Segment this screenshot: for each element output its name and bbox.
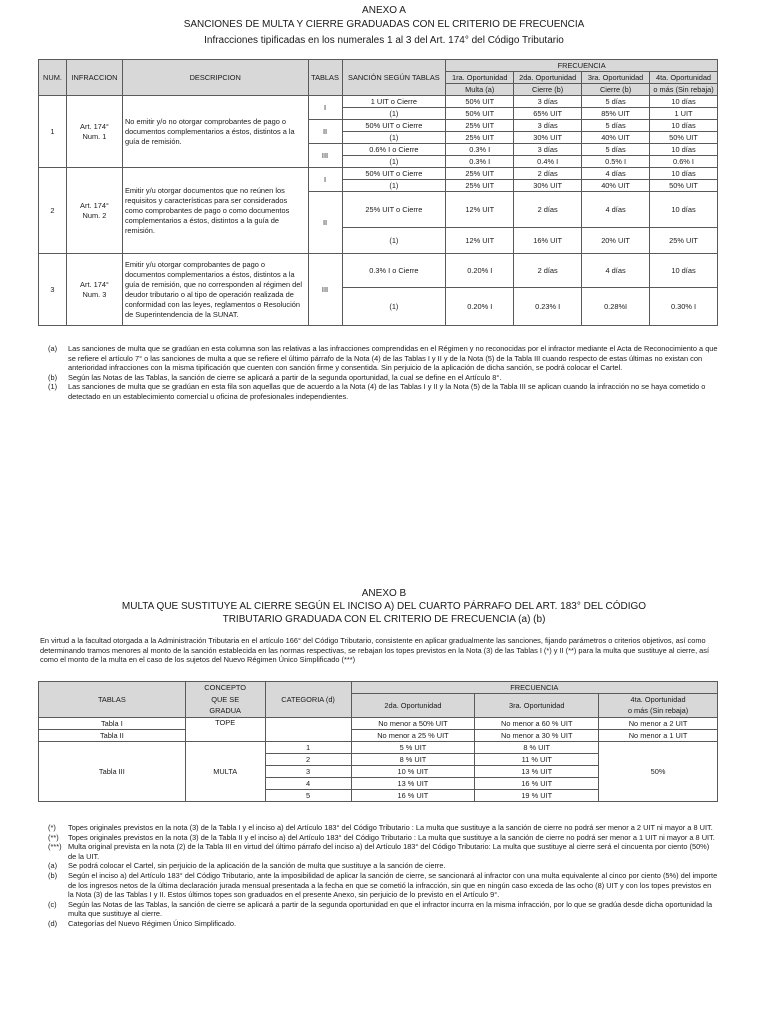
cell: 3 días [514,120,582,132]
cell: 12% UIT [446,228,514,254]
annex-b-table [38,681,718,802]
b-row-categoria: 3 [265,766,351,778]
b-header-concepto-1: CONCEPTO [185,682,265,694]
cell: 16% UIT [514,228,582,254]
cell: 0.3% I [446,156,514,168]
cell: 25% UIT [446,168,514,180]
cell: No menor a 50% UIT [351,718,475,730]
row-sancion: 1 UIT o Cierre [342,96,446,108]
cell: 4 días [582,168,650,180]
b-header-frecuencia: FRECUENCIA [351,682,717,694]
b-header-concepto-3: GRADUA [185,706,265,718]
cell: 2 días [514,254,582,288]
b-row-op4: 50% [599,742,718,802]
b-row-tabla: Tabla I [39,718,186,730]
cell: 0.5% I [582,156,650,168]
row-sancion: (1) [342,288,446,326]
cell: 30% UIT [514,180,582,192]
cell: 50% UIT [446,108,514,120]
annex-b-title-2: TRIBUTARIO GRADUADA CON EL CRITERIO DE FRECUENCIA (a) (b) [222,614,546,625]
header-frecuencia: FRECUENCIA [446,60,718,72]
row-sancion: 50% UIT o Cierre [342,168,446,180]
row-sancion: (1) [342,228,446,254]
row-descripcion: Emitir y/u otorgar documentos que no reúnen los requisitos y características para ser considerados como comprobantes de pago o como documentos complementarios a éstos, distintos a la guía de remisión. [122,168,308,254]
row-sancion: 50% UIT o Cierre [342,120,446,132]
note-item: (a) Se podrá colocar el Cartel, sin perjuicio de la aplicación de la sanción de multa que sustituye a la sanción de cierre. [48,861,446,871]
cell: 0.30% I [650,288,718,326]
row-sancion: (1) [342,108,446,120]
table-row [39,168,718,180]
b-row-tabla: Tabla II [39,730,186,742]
b-row-categoria-empty [265,718,351,742]
cell: 25% UIT [650,228,718,254]
row-tabla: III [308,144,342,168]
cell: 10 días [650,192,718,228]
cell: 5 días [582,120,650,132]
table-row [39,730,718,742]
cell: 40% UIT [582,180,650,192]
header-num: NUM. [39,60,67,96]
note-item: (b) Según las Notas de las Tablas, la sanción de cierre se aplicará a partir de la segunda oportunidad, la cual se deﬁne en el Artículo 8°. [48,372,502,382]
cell: 25% UIT [446,120,514,132]
cell: 25% UIT [446,180,514,192]
row-tabla: III [308,254,342,326]
note-item: (b) Según el inciso a) del Artículo 183° del Código Tributario, ante la imposibilidad de aplicar la sanción de cierre, se sancionará al infractor con una multa equivalente al cinco por ciento (5%) del importe de los ingresos netos de la última declaración jurada mensual presentada a la fecha en que se cometió la infracción, sin que en ningún caso exceda de las ocho (8) UIT y con los topes previstos en la Nota (3) de las Tablas I y II. Estos últimos topes son graduados en el presente Anexo, sin perjuicio de lo previsto en el Artículo 9°. [48,870,718,900]
cell: No menor a 2 UIT [599,718,718,730]
row-descripcion: No emitir y/o no otorgar comprobantes de pago o documentos complementarios a éstos, distintos a la guía de remisión. [122,96,308,168]
b-header-op3: 3ra. Oportunidad [475,694,599,718]
row-tabla: II [308,192,342,254]
row-sancion: (1) [342,180,446,192]
annex-a-table [38,59,718,326]
b-header-categoria: CATEGORIA (d) [265,682,351,718]
b-row-concepto: MULTA [185,742,265,802]
b-row-tabla: Tabla III [39,742,186,802]
row-num: 3 [39,254,67,326]
b-row-categoria: 5 [265,790,351,802]
cell: 10 días [650,168,718,180]
cell: 0.28%I [582,288,650,326]
table-row [39,718,718,730]
cell: 50% UIT [650,132,718,144]
header-op3: 3ra. Oportunidad [582,72,650,84]
cell: 4 días [582,192,650,228]
cell: 10 días [650,254,718,288]
cell: 1 UIT [650,108,718,120]
b-row-categoria: 2 [265,754,351,766]
cell: 3 días [514,96,582,108]
b-row-categoria: 1 [265,742,351,754]
annex-b-intro: En virtud a la facultad otorgada a la Administración Tributaria en el artículo 166° del Código Tributario, consistente en aplicar gradualmente las sanciones, ﬁjando parámetros o criterios objetivos, así como determinando tramos menores al monto de la sanción establecida en las normas respectivas, se rebajan los topes previstos en la Nota (3) de las Tablas I (*) y II (**) para la multa que sustituye al cierre, así como el monto de la multa en el caso de los sujetos del Nuevo Régimen Único Simpliﬁcado (***) [40,636,710,665]
header-descripcion: DESCRIPCION [122,60,308,96]
row-sancion: 0.3% I o Cierre [342,254,446,288]
cell: 4 días [582,254,650,288]
row-num: 1 [39,96,67,168]
table-row [39,254,718,288]
header-op4a: 4ta. Oportunidad [650,72,718,84]
note-item: (*) Topes originales previstos en la nota (3) de la Tabla I y el inciso a) del Artículo 183° del Código Tributario : La multa que sustituye a la sanción de cierre no podrá ser menor a 2 UIT ni mayor a 8 UIT. [48,823,713,832]
annex-a-subtitle: Infracciones tipiﬁcadas en los numerales 1 al 3 del Art. 174° del Código Tributario [204,35,564,46]
cell: 5 % UIT [351,742,475,754]
header-sub1: Multa (a) [446,84,514,96]
header-tablas: TABLAS [308,60,342,96]
cell: 0.4% I [514,156,582,168]
b-header-op4b: o más (Sin rebaja) [599,706,718,718]
row-tabla: II [308,120,342,144]
cell: 30% UIT [514,132,582,144]
cell: 16 % UIT [351,790,475,802]
cell: 0.3% I [446,144,514,156]
table-row [39,96,718,108]
cell: 3 días [514,144,582,156]
header-infraccion: INFRACCION [66,60,122,96]
annex-b-label: ANEXO B [361,588,407,599]
row-sancion: 0.6% I o Cierre [342,144,446,156]
header-sancion: SANCIÓN SEGÚN TABLAS [342,60,446,96]
row-sancion: 25% UIT o Cierre [342,192,446,228]
cell: 0.23% I [514,288,582,326]
cell: 5 días [582,144,650,156]
cell: 0.20% I [446,254,514,288]
row-descripcion: Emitir y/u otorgar comprobantes de pago o documentos complementarios a éstos, distintos a la guía de remisión, que no corresponden al régimen del deudor tributario o al tipo de operación realizada de conformidad con las leyes, reglamentos o Resolución de Superintendencia de la SUNAT. [122,254,308,326]
annex-b-notes [48,823,718,929]
row-infraccion: Art. 174° Num. 2 [66,168,122,254]
cell: 10 días [650,96,718,108]
b-header-op2: 2da. Oportunidad [351,694,475,718]
header-op2: 2da. Oportunidad [514,72,582,84]
cell: 5 días [582,96,650,108]
cell: 8 % UIT [475,742,599,754]
b-row-categoria: 4 [265,778,351,790]
header-op4b: o más (Sin rebaja) [650,84,718,96]
cell: No menor a 60 % UIT [475,718,599,730]
cell: 2 días [514,192,582,228]
cell: 0.6% I [650,156,718,168]
row-infraccion: Art. 174° Num. 3 [66,254,122,326]
cell: 10 % UIT [351,766,475,778]
cell: 2 días [514,168,582,180]
cell: 50% UIT [446,96,514,108]
note-item: (**) Topes originales previstos en la nota (3) de la Tabla II y el inciso a) del Artículo 183° del Código Tributario : La multa que sustituye a la sanción de cierre no podrá ser menor a 1 UIT ni mayor a 8 UIT. [48,832,715,842]
note-item: (d) Categorías del Nuevo Régimen Único Simpliﬁcado. [48,918,237,928]
note-item: (***) Multa original prevista en la nota (2) de la Tabla III en virtud del último párrafo del inciso a) del Artículo 183° del Código Tributario: La multa que sustituye al cierre será el cincuenta por ciento (50%) de la UIT. [48,842,710,861]
cell: 13 % UIT [475,766,599,778]
cell: 65% UIT [514,108,582,120]
cell: 19 % UIT [475,790,599,802]
row-sancion: (1) [342,132,446,144]
note-item: (c) Según las Notas de las Tablas, la sanción de cierre se aplicará a partir de la segunda oportunidad en que el infractor incurra en la misma infracción, por lo que se gradúa desde dicha oportunidad la multa que sustituye al cierre. [48,899,713,919]
header-op1: 1ra. Oportunidad [446,72,514,84]
cell: 11 % UIT [475,754,599,766]
cell: 12% UIT [446,192,514,228]
note-item: (1) Las sanciones de multa que se gradúan en esta ﬁla son aquellas que de acuerdo a la Nota (4) de las Tablas I y II y la Nota (5) de la Tabla III se aplican cuando la infracción no se haya cometido o detectado en un establecimiento comercial u oﬁcina de profesionales independientes. [48,382,706,401]
b-header-concepto-2: QUE SE [185,694,265,706]
cell: 10 días [650,120,718,132]
annex-a-notes [48,344,720,402]
row-tabla: I [308,96,342,120]
cell: 20% UIT [582,228,650,254]
cell: 85% UIT [582,108,650,120]
cell: No menor a 30 % UIT [475,730,599,742]
cell: 13 % UIT [351,778,475,790]
cell: 25% UIT [446,132,514,144]
row-tabla: I [308,168,342,192]
cell: No menor a 1 UIT [599,730,718,742]
cell: 50% UIT [650,180,718,192]
cell: 8 % UIT [351,754,475,766]
row-infraccion: Art. 174° Num. 1 [66,96,122,168]
cell: No menor a 25 % UIT [351,730,475,742]
header-sub2: Cierre (b) [514,84,582,96]
row-sancion: (1) [342,156,446,168]
b-row-concepto: TOPE [185,718,265,742]
note-item: (a) Las sanciones de multa que se gradúan en esta columna son las relativas a las infracciones comprendidas en el Régimen y no reconocidas por el infractor mediante el Acta de Reconocimiento a que se reﬁere el artículo 7° o las sanciones de multa a que se reﬁere el último párrafo de la Nota (4) de las Tablas I y II y de la Nota (5) de la Tabla III cuando respecto de estas últimas no existan con anterioridad infracciones con la misma tipiﬁcación que cuenten con sanción ﬁrme y consentida. Sin perjuicio de la aplicación de dicha sanción, se podrá colocar el Cartel. [48,344,718,373]
annex-a-title: SANCIONES DE MULTA Y CIERRE GRADUADAS CON EL CRITERIO DE FRECUENCIA [183,19,585,30]
cell: 0.20% I [446,288,514,326]
cell: 40% UIT [582,132,650,144]
header-sub3: Cierre (b) [582,84,650,96]
annex-b-title-1: MULTA QUE SUSTITUYE AL CIERRE SEGÚN EL INCISO A) DEL CUARTO PÁRRAFO DEL ART. 183° DEL CÓDIGO [121,601,647,612]
row-num: 2 [39,168,67,254]
cell: 16 % UIT [475,778,599,790]
b-header-op4a: 4ta. Oportunidad [599,694,718,706]
annex-a-label: ANEXO A [362,5,406,16]
cell: 10 días [650,144,718,156]
table-row [39,742,718,754]
b-header-tablas: TABLAS [39,682,186,718]
